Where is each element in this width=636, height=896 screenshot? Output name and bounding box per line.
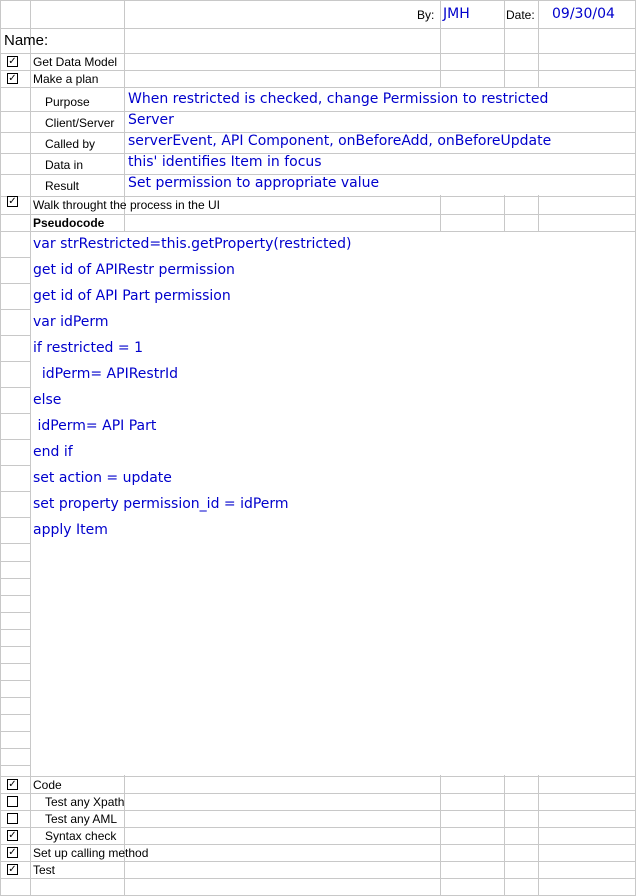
grid-row-line	[0, 70, 636, 71]
checklist-label: Code	[33, 778, 62, 792]
checkbox-bottom-0[interactable]: ✓	[8, 779, 17, 790]
pseudocode-heading: Pseudocode	[33, 216, 105, 230]
plan-value: When restricted is checked, change Permission to restricted	[128, 91, 549, 107]
date-value: 09/30/04	[552, 6, 615, 22]
date-label: Date:	[506, 8, 535, 22]
grid-row-line	[0, 878, 636, 879]
plan-value: Server	[128, 112, 174, 128]
plan-value: Set permission to appropriate value	[128, 175, 380, 191]
pseudocode-line: idPerm= API Part	[33, 418, 157, 434]
grid-row-line	[0, 861, 636, 862]
pseudocode-line: get id of API Part permission	[33, 288, 231, 304]
grid-row-line	[0, 827, 636, 828]
pseudocode-line: if restricted = 1	[33, 340, 143, 356]
walkthrough-checkbox[interactable]: ✓	[8, 196, 17, 207]
plan-value: serverEvent, API Component, onBeforeAdd, onBeforeUpdate	[128, 133, 552, 149]
grid-row-line	[0, 0, 636, 1]
checkbox-bottom-5[interactable]: ✓	[8, 864, 17, 875]
checkbox-bottom-4[interactable]: ✓	[8, 847, 17, 858]
checkbox-0[interactable]: ✓	[8, 56, 17, 67]
pseudocode-line: else	[33, 392, 62, 408]
checklist-label: Make a plan	[33, 72, 99, 86]
checklist-label: Syntax check	[45, 829, 117, 843]
pseudocode-line: end if	[33, 444, 73, 460]
pseudocode-line: apply Item	[33, 522, 108, 538]
plan-label: Result	[45, 179, 80, 193]
plan-label: Purpose	[45, 95, 90, 109]
grid-row-line	[0, 214, 636, 215]
grid-row-line	[0, 196, 636, 197]
grid-row-line	[0, 810, 636, 811]
plan-label: Client/Server	[45, 116, 115, 130]
plan-label: Called by	[45, 137, 96, 151]
grid-row-line	[0, 844, 636, 845]
grid-row-line	[0, 28, 636, 29]
grid-row-line	[0, 793, 636, 794]
checkbox-bottom-3[interactable]: ✓	[8, 830, 17, 841]
checkbox-bottom-1[interactable]	[7, 796, 18, 807]
pseudocode-line: var idPerm	[33, 314, 109, 330]
checklist-label: Set up calling method	[33, 846, 149, 860]
checklist-label: Test any AML	[45, 812, 118, 826]
pseudocode-line: set action = update	[33, 470, 172, 486]
checkbox-1[interactable]: ✓	[8, 73, 17, 84]
by-label: By:	[417, 8, 435, 22]
by-value: JMH	[443, 6, 470, 22]
checklist-label: Test any Xpath	[45, 795, 125, 809]
pseudocode-line: get id of APIRestr permission	[33, 262, 235, 278]
plan-label: Data in	[45, 158, 84, 172]
checklist-label: Get Data Model	[33, 55, 118, 69]
grid-row-line	[0, 53, 636, 54]
grid-row-line	[0, 776, 636, 777]
grid-row-line	[125, 111, 635, 112]
checkbox-bottom-2[interactable]	[7, 813, 18, 824]
plan-value: this' identifies Item in focus	[128, 154, 322, 170]
pseudocode-line: idPerm= APIRestrId	[33, 366, 178, 382]
checklist-label: Test	[33, 863, 56, 877]
name-label: Name:	[4, 32, 49, 49]
pseudocode-line: var strRestricted=this.getProperty(restricted)	[33, 236, 352, 252]
walkthrough-label: Walk throught the process in the UI	[33, 198, 220, 212]
grid-col-line	[0, 0, 1, 895]
pseudocode-line: set property permission_id = idPerm	[33, 496, 289, 512]
